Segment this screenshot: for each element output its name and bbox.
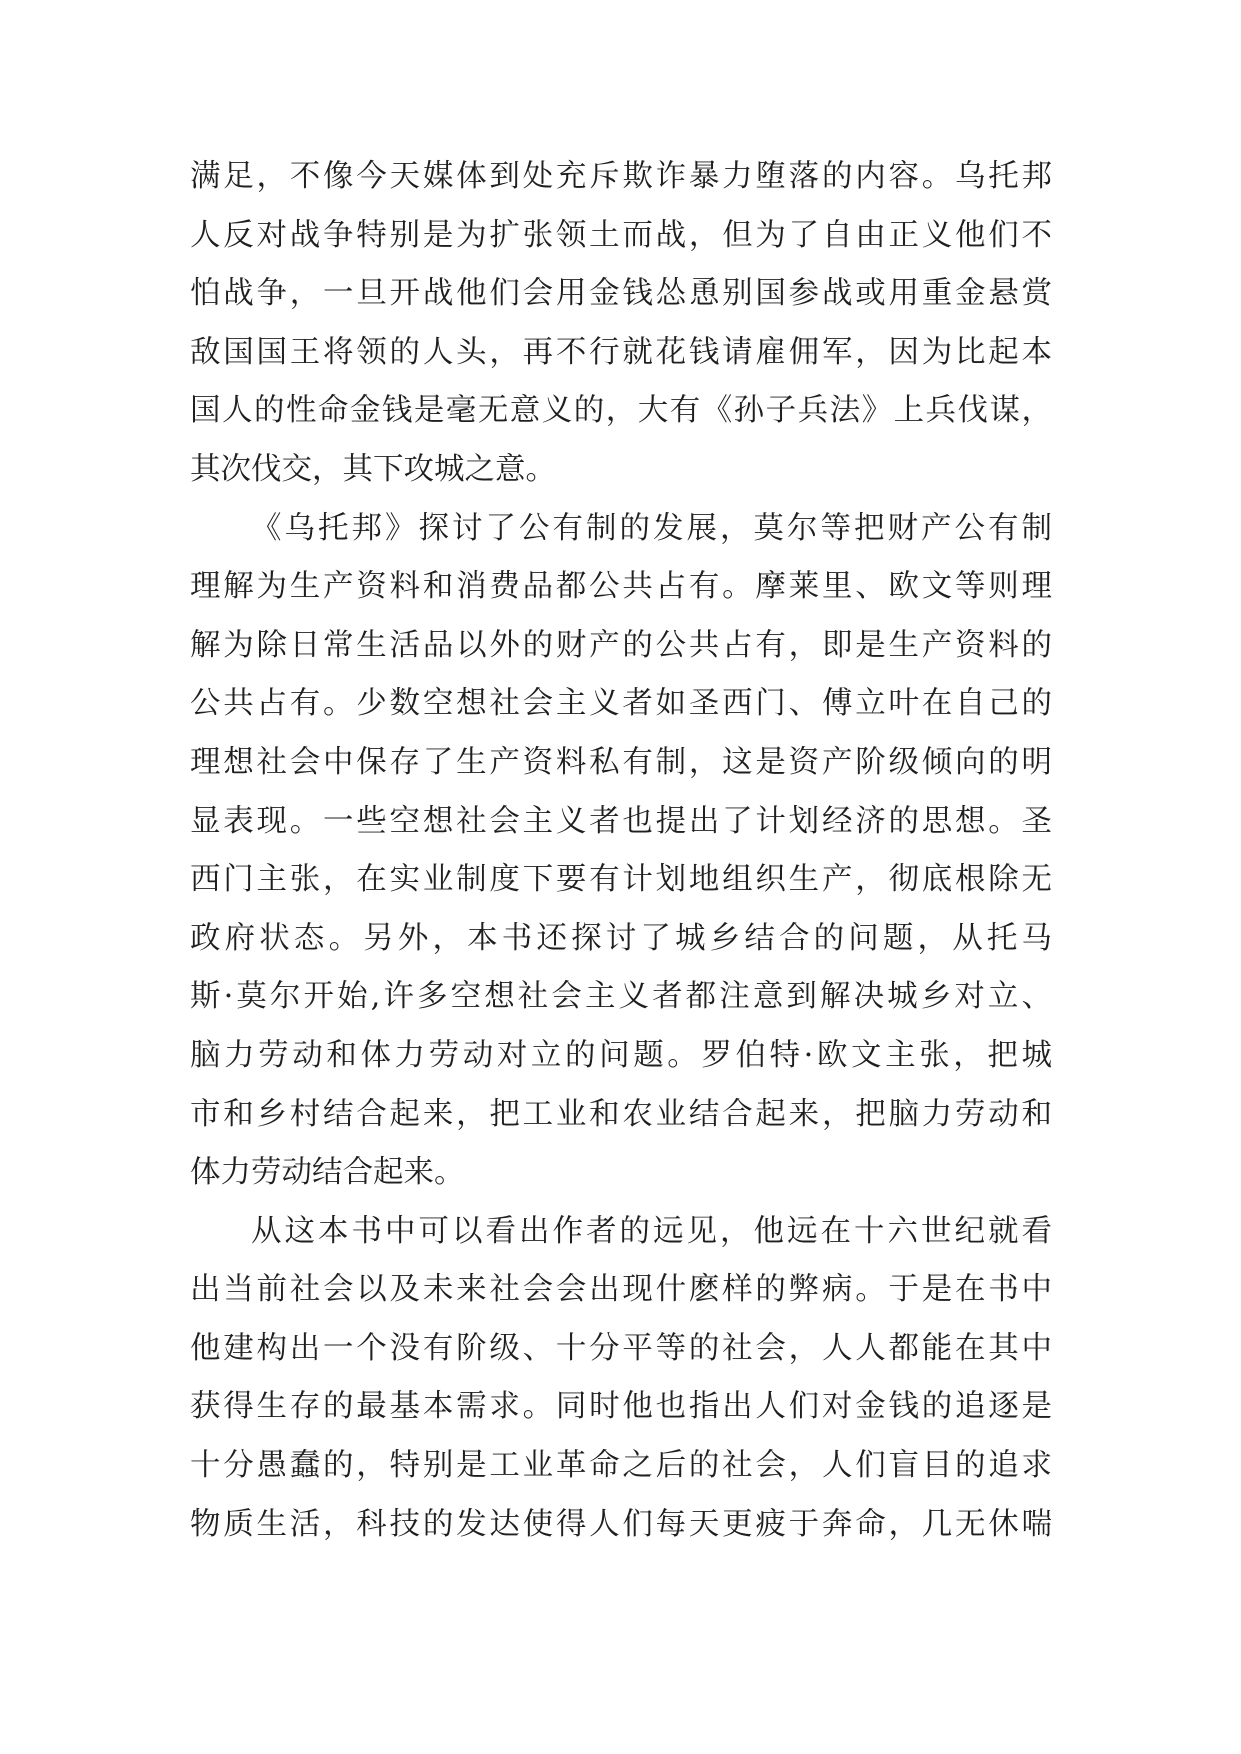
text-line: 脑力劳动和体力劳动对立的问题。罗伯特·欧文主张，把城 — [190, 1037, 1052, 1073]
text-line: 理解为生产资料和消费品都公共占有。摩莱里、欧文等则理 — [190, 569, 1052, 605]
text-line: 他建构出一个没有阶级、十分平等的社会，人人都能在其中 — [190, 1330, 1052, 1366]
text-line: 政府状态。另外，本书还探讨了城乡结合的问题，从托马 — [190, 920, 1052, 956]
text-line: 斯·莫尔开始,许多空想社会主义者都注意到解决城乡对立、 — [190, 979, 1052, 1015]
text-line: 显表现。一些空想社会主义者也提出了计划经济的思想。圣 — [190, 803, 1052, 839]
paragraph — [190, 148, 1052, 500]
text-line: 《乌托邦》探讨了公有制的发展，莫尔等把财产公有制 — [251, 510, 1052, 546]
text-line: 出当前社会以及未来社会会出现什麽样的弊病。于是在书中 — [190, 1272, 1052, 1308]
text-line: 从这本书中可以看出作者的远见，他远在十六世纪就看 — [251, 1213, 1052, 1249]
text-line: 人反对战争特别是为扩张领土而战，但为了自由正义他们不 — [190, 217, 1052, 253]
paragraph — [190, 500, 1052, 1203]
text-line: 满足，不像今天媒体到处充斥欺诈暴力堕落的内容。乌托邦 — [190, 159, 1052, 194]
text-line: 解为除日常生活品以外的财产的公共占有，即是生产资料的 — [190, 627, 1052, 663]
paragraph — [190, 1203, 1052, 1555]
text-line: 怕战争，一旦开战他们会用金钱怂恿别国参战或用重金悬赏 — [190, 276, 1052, 312]
text-line: 敌国国王将领的人头，再不行就花钱请雇佣军，因为比起本 — [190, 334, 1052, 370]
text-line: 获得生存的最基本需求。同时他也指出人们对金钱的追逐是 — [190, 1389, 1052, 1425]
text-line: 十分愚蠢的，特别是工业革命之后的社会，人们盲目的追求 — [190, 1448, 1052, 1484]
text-line: 国人的性命金钱是毫无意义的，大有《孙子兵法》上兵伐谋， — [190, 393, 1052, 429]
text-line: 市和乡村结合起来，把工业和农业结合起来，把脑力劳动和 — [190, 1096, 1052, 1132]
text-line: 公共占有。少数空想社会主义者如圣西门、傅立叶在自己的 — [190, 686, 1052, 722]
body-text — [190, 148, 1052, 1554]
text-line: 物质生活，科技的发达使得人们每天更疲于奔命，几无休喘 — [190, 1506, 1052, 1542]
text-line: 理想社会中保存了生产资料私有制，这是资产阶级倾向的明 — [190, 744, 1052, 780]
text-line: 西门主张，在实业制度下要有计划地组织生产，彻底根除无 — [190, 862, 1052, 898]
text-line: 体力劳动结合起来。 — [190, 1155, 465, 1191]
text-line: 其次伐交，其下攻城之意。 — [190, 451, 556, 487]
